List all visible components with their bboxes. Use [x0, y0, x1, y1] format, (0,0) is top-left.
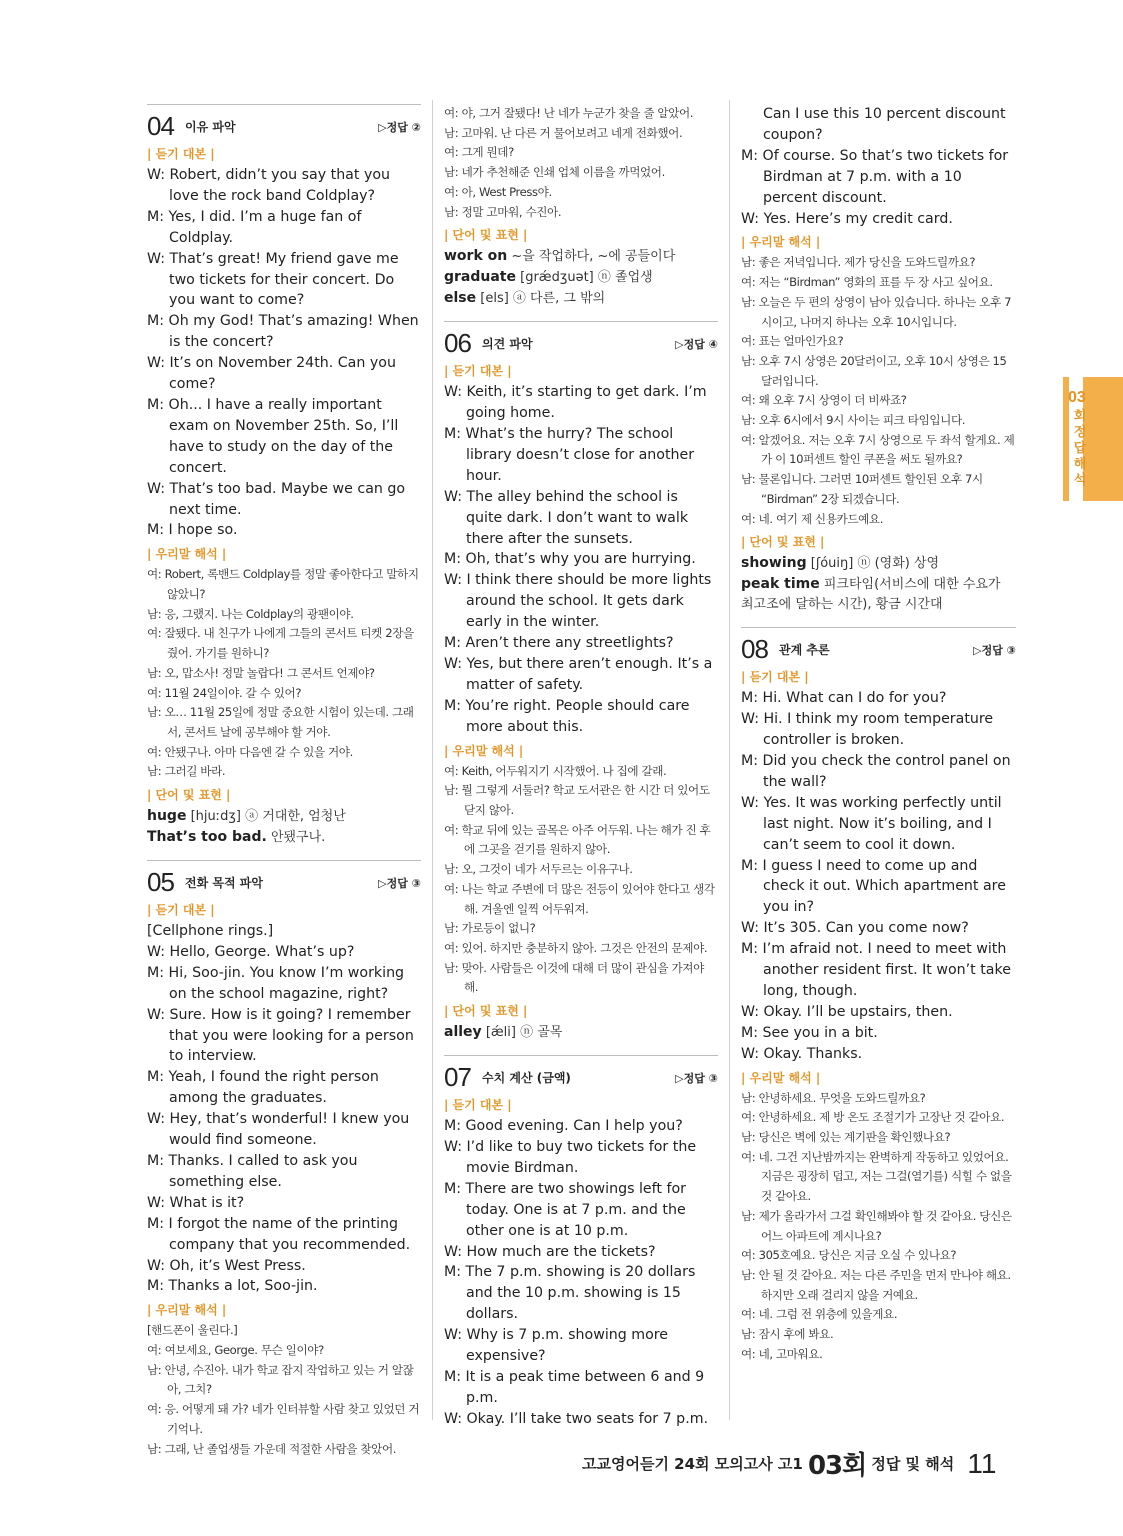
section-title: 이유 파악	[185, 120, 236, 134]
translation-line: 남: 가로등이 없니?	[444, 921, 536, 936]
vocab-item	[444, 267, 718, 288]
vocab-label: | 단어 및 표현 |	[444, 228, 528, 243]
script-line: M: The 7 p.m. showing is 20 dollars and the 10 p.m. showing is 15 dollars.	[444, 1264, 696, 1323]
script-line: W: Oh, it’s West Press.	[147, 1257, 306, 1274]
vocab-word: showing	[741, 555, 807, 572]
translation-line: 남: 제가 올라가서 그걸 확인해봐야 할 것 같아요. 당신은 어느 아파트에 계시나요?	[741, 1208, 1012, 1243]
translation-line: 남: 네가 추천해준 인쇄 업체 이름을 까먹었어.	[444, 165, 665, 180]
vocab-meaning: 안됐구나.	[270, 830, 326, 846]
translation-line: 여: 11월 24일이야. 갈 수 있어?	[147, 685, 302, 700]
section-title: 의견 파악	[482, 337, 533, 352]
translation-06	[444, 762, 718, 998]
footer-suffix: 정답 및 해석	[871, 1455, 955, 1473]
vocab-label: | 단어 및 표현 |	[444, 1004, 528, 1019]
translation-line: 여: 네. 그럼 전 위층에 있을게요.	[741, 1307, 898, 1322]
section-number: 05	[147, 867, 174, 898]
translation-line: 남: 맞아. 사람들은 이것에 대해 더 많이 관심을 가져야 해.	[444, 960, 704, 995]
translation-line: 여: 그게 뭔데?	[444, 145, 514, 160]
section-title: 관계 추론	[779, 643, 830, 658]
script-line: M: Hi, Soo-jin. You know I’m working on the school magazine, right?	[147, 964, 405, 1002]
vocab-word: graduate	[444, 269, 516, 286]
translation-label: | 우리말 해석 |	[444, 743, 524, 758]
side-tab-char: 답	[1073, 441, 1087, 456]
section-number: 07	[444, 1062, 471, 1093]
script-line: M: Oh my God! That’s amazing! When is the concert?	[147, 313, 419, 351]
section-06-header	[444, 321, 718, 358]
section-number: 06	[444, 328, 471, 359]
translation-04	[147, 565, 421, 782]
translation-line: 여: 저는 “Birdman” 영화의 표를 두 장 사고 싶어요.	[741, 275, 993, 290]
script-line: W: Hi. I think my room temperature controller is broken.	[741, 711, 994, 749]
vocab-word: alley	[444, 1024, 482, 1041]
script-05	[147, 921, 421, 1297]
vocab-item	[741, 553, 1016, 574]
translation-line: 남: 잠시 후에 봐요.	[741, 1327, 834, 1342]
translation-line: 남: 오후 6시에서 9시 사이는 피크 타임입니다.	[741, 413, 966, 428]
translation-line: 남: 안 될 것 같아요. 저는 다른 주민을 먼저 만나야 해요. 하지만 오래 걸리지 않을 거예요.	[741, 1267, 1011, 1302]
footer-title: 고교영어듣기 24회 모의고사 고1	[582, 1455, 803, 1473]
script-label: | 듣기 대본 |	[444, 364, 512, 379]
vocab-word: huge	[147, 808, 187, 825]
translation-line: 남: 물론입니다. 그러면 10퍼센트 할인된 오후 7시 “Birdman” 2장 되겠습니다.	[741, 472, 983, 506]
vocab-label: | 단어 및 표현 |	[741, 535, 825, 550]
section-05-header	[147, 860, 421, 897]
script-line: W: I think there should be more lights around the school. It gets dark early in the winter.	[444, 572, 712, 631]
translation-line: 남: 안녕, 수진아. 내가 학교 잡지 작업하고 있는 거 알잖아, 그치?	[147, 1362, 414, 1397]
answer-label: ▷정답 ③	[973, 644, 1016, 658]
script-line: M: Aren’t there any streetlights?	[444, 635, 674, 652]
translation-line: 여: 안됐구나. 아마 다음엔 갈 수 있을 거야.	[147, 744, 353, 759]
translation-line: 남: 그래, 난 졸업생들 가운데 적절한 사람을 찾았어.	[147, 1441, 397, 1456]
script-line: M: Oh, that’s why you are hurrying.	[444, 551, 696, 568]
section-title: 전화 목적 파악	[185, 876, 263, 891]
script-line: M: I’m afraid not. I need to meet with another resident first. It won’t take long, though.	[741, 941, 1011, 999]
vocab-word: peak time	[741, 576, 820, 593]
script-line: M: I forgot the name of the printing company that you recommended.	[147, 1215, 411, 1253]
section-08-header	[741, 627, 1016, 664]
translation-line: [핸드폰이 울린다.]	[147, 1323, 238, 1338]
side-tab-number: 03	[1068, 389, 1086, 406]
translation-line: 여: 아, West Press야.	[444, 184, 552, 199]
answer-label: ▷정답 ②	[378, 121, 421, 134]
script-line: W: Okay. I’ll be upstairs, then.	[741, 1003, 953, 1020]
script-04	[147, 165, 421, 541]
side-tab-char: 정	[1073, 425, 1087, 440]
script-line: W: Okay. I’ll take two seats for 7 p.m.	[444, 1410, 709, 1427]
footer-round-number: 03회	[807, 1451, 867, 1481]
column-1	[147, 98, 421, 1459]
script-line: M: Thanks a lot, Soo-jin.	[147, 1278, 318, 1295]
translation-05-cont	[444, 104, 718, 222]
column-divider	[432, 100, 433, 1420]
vocab-label: | 단어 및 표현 |	[147, 788, 231, 803]
translation-line: 여: 알겠어요. 저는 오후 7시 상영으로 두 좌석 할게요. 제가 이 10퍼센트 할인 쿠폰을 써도 될까요?	[741, 432, 1015, 467]
script-line: M: Oh... I have a really important exam on November 25th. So, I’ll have to study on the day of the concert.	[147, 396, 399, 476]
vocab-meaning: [hjuːdʒ] ⓐ 거대한, 엄청난	[190, 809, 346, 825]
script-line: M: You’re right. People should care more about this.	[444, 697, 690, 735]
translation-07	[741, 253, 1016, 529]
script-label: | 듣기 대본 |	[741, 670, 809, 685]
side-tab-char: 회	[1073, 409, 1087, 424]
script-line: W: Sure. How is it going? I remember that you were looking for a person to interview.	[147, 1006, 414, 1065]
section-number: 04	[147, 111, 174, 141]
script-line: M: I hope so.	[147, 522, 238, 539]
answer-label: ▷정답 ③	[675, 1072, 718, 1086]
translation-line: 여: 네. 그건 지난밤까지는 완벽하게 작동하고 있었어요. 지금은 굉장히 덥고, 저는 그걸(열기를) 식힐 수 없을 것 같아요.	[741, 1149, 1012, 1204]
script-line: M: Good evening. Can I help you?	[444, 1118, 683, 1135]
column-3	[741, 104, 1016, 1364]
script-line: M: Yes, I did. I’m a huge fan of Coldplay.	[147, 208, 362, 246]
script-line: W: Yes. Here’s my credit card.	[741, 210, 953, 227]
script-line: W: I’d like to buy two tickets for the movie Birdman.	[444, 1138, 697, 1176]
chapter-side-tab	[1063, 377, 1123, 501]
script-line: W: The alley behind the school is quite dark. I don’t want to walk there after the sunsets.	[444, 488, 689, 547]
page-number: 11	[967, 1447, 997, 1479]
script-line: W: What is it?	[147, 1194, 245, 1211]
vocab-meaning: [grǽdʒuət] ⓝ 졸업생	[520, 270, 653, 286]
translation-line: 여: 야, 그거 잘됐다! 난 네가 누군가 찾을 줄 알았어.	[444, 106, 694, 120]
translation-line: 남: 정말 고마워, 수진아.	[444, 204, 562, 219]
vocab-item	[444, 246, 718, 267]
script-line: W: Why is 7 p.m. showing more expensive?	[444, 1327, 669, 1365]
script-line: M: I guess I need to come up and check it out. Which apartment are you in?	[741, 857, 1006, 916]
script-06	[444, 382, 718, 737]
script-07	[444, 1116, 718, 1430]
side-tab-char: 석	[1073, 473, 1087, 488]
script-line: W: It’s on November 24th. Can you come?	[147, 355, 396, 393]
vocab-item	[444, 1022, 718, 1043]
script-label: | 듣기 대본 |	[147, 147, 215, 161]
script-line: W: Okay. Thanks.	[741, 1045, 863, 1062]
script-line: M: What’s the hurry? The school library doesn’t close for another hour.	[444, 426, 695, 484]
side-tab-char: 해	[1073, 457, 1087, 472]
script-line: M: There are two showings left for today. One is at 7 p.m. and the other one is at 10 p.m.	[444, 1180, 686, 1239]
translation-line: 여: Keith, 어두워지기 시작했어. 나 집에 갈래.	[444, 763, 667, 778]
script-line: W: Robert, didn’t you say that you love the rock band Coldplay?	[147, 167, 391, 204]
side-tab-label	[1073, 409, 1087, 489]
translation-line: 여: 잘됐다. 내 친구가 나에게 그들의 콘서트 티켓 2장을 줬어. 가기를 원하니?	[147, 626, 414, 661]
section-title: 수치 계산 (금액)	[482, 1071, 571, 1086]
translation-line: 남: 당신은 벽에 있는 계기판을 확인했나요?	[741, 1130, 951, 1144]
script-line: M: Hi. What can I do for you?	[741, 690, 947, 707]
script-line: W: That’s great! My friend gave me two tickets for their concert. Do you want to come?	[147, 250, 399, 309]
translation-line: 남: 좋은 저녁입니다. 제가 당신을 도와드릴까요?	[741, 255, 976, 270]
translation-line: 남: 오, 그것이 네가 서두르는 이유구나.	[444, 862, 633, 877]
translation-05	[147, 1321, 421, 1459]
script-line: M: It is a peak time between 6 and 9 p.m.	[444, 1368, 705, 1406]
translation-line: 여: 왜 오후 7시 상영이 더 비싸죠?	[741, 393, 907, 408]
script-line: W: Yes. It was working perfectly until last night. Now it’s boiling, and I can’t seem to cool it down.	[741, 794, 1002, 853]
script-label: | 듣기 대본 |	[147, 903, 215, 918]
translation-line: 여: 학교 뒤에 있는 골목은 아주 어두워. 나는 해가 진 후에 그곳을 걷기를 원하지 않아.	[444, 822, 711, 857]
script-line: W: Hey, that’s wonderful! I knew you would find someone.	[147, 1111, 410, 1149]
translation-line: 여: 네. 여기 제 신용카드예요.	[741, 511, 884, 526]
section-07-header	[444, 1055, 718, 1092]
vocab-meaning: [ǽli] ⓝ 골목	[485, 1025, 563, 1041]
translation-line: 남: 그러길 바라.	[147, 764, 226, 779]
vocab-meaning: ~을 작업하다, ~에 공들이다	[511, 249, 676, 265]
vocab-word: work on	[444, 248, 508, 265]
translation-line: 남: 고마워. 난 다른 거 물어보려고 네게 전화했어.	[444, 125, 683, 140]
translation-line: 여: 여보세요, George. 무슨 일이야?	[147, 1343, 324, 1358]
translation-line: 여: 305호예요. 당신은 지금 오실 수 있나요?	[741, 1248, 957, 1263]
script-label: | 듣기 대본 |	[444, 1098, 512, 1113]
vocab-word: That’s too bad.	[147, 829, 267, 846]
vocab-meaning: 피크타임(서비스에 대한 수요가 최고조에 달하는 시간), 황금 시간대	[741, 577, 1001, 613]
translation-line: 여: 나는 학교 주변에 더 많은 전등이 있어야 한다고 생각해. 겨울엔 일찍 어두워져.	[444, 881, 715, 916]
script-line: W: It’s 305. Can you come now?	[741, 920, 969, 937]
section-04-header	[147, 104, 421, 141]
translation-line: 여: 응. 어떻게 돼 가? 네가 인터뷰할 사람 찾고 있었던 거 기억나.	[147, 1402, 420, 1436]
script-line: W: Yes, but there aren’t enough. It’s a matter of safety.	[444, 656, 713, 693]
script-line: W: That’s too bad. Maybe we can go next time.	[147, 480, 406, 518]
translation-label: | 우리말 해석 |	[741, 235, 821, 250]
translation-line: 여: 안녕하세요. 제 방 온도 조절기가 고장난 것 같아요.	[741, 1110, 1005, 1125]
answer-label: ▷정답 ③	[378, 877, 421, 891]
column-divider	[729, 100, 730, 1420]
translation-line: 남: 안녕하세요. 무엇을 도와드릴까요?	[741, 1090, 926, 1105]
vocab-word: else	[444, 290, 477, 307]
script-07-cont	[741, 104, 1016, 229]
translation-line: 남: 오후 7시 상영은 20달러이고, 오후 10시 상영은 15달러입니다.	[741, 353, 1007, 388]
vocab-item	[741, 574, 1016, 615]
script-line: M: Yeah, I found the right person among the graduates.	[147, 1069, 379, 1107]
script-08	[741, 688, 1016, 1064]
translation-line: 여: 있어. 하지만 충분하지 않아. 그것은 안전의 문제야.	[444, 940, 708, 955]
translation-line: 남: 응, 그랬지. 나는 Coldplay의 광팬이야.	[147, 606, 354, 621]
script-line: W: Hello, George. What’s up?	[147, 943, 355, 960]
translation-08	[741, 1089, 1016, 1365]
translation-line: 여: 네, 고마워요.	[741, 1346, 823, 1361]
translation-line: 여: Robert, 록밴드 Coldplay를 정말 좋아한다고 말하지 않았니?	[147, 567, 419, 602]
vocab-item	[147, 827, 421, 848]
translation-line: 남: 오, 맙소사! 정말 놀랍다! 그 콘서트 언제야?	[147, 665, 375, 680]
translation-label: | 우리말 해석 |	[147, 1303, 227, 1318]
script-line: M: Of course. So that’s two tickets for Birdman at 7 p.m. with a 10 percent discount.	[741, 147, 1009, 206]
script-line: W: How much are the tickets?	[444, 1243, 656, 1260]
script-line: [Cellphone rings.]	[147, 923, 274, 940]
vocab-item	[147, 806, 421, 827]
translation-line: 남: 오… 11월 25일에 정말 중요한 시험이 있는데. 그래서, 콘서트 날에 공부해야 할 거야.	[147, 705, 414, 739]
column-2	[444, 104, 718, 1430]
answer-label: ▷정답 ④	[675, 338, 718, 352]
translation-line: 남: 오늘은 두 편의 상영이 남아 있습니다. 하나는 오후 7시이고, 나머지 하나는 오후 10시입니다.	[741, 294, 1012, 329]
script-line: M: Thanks. I called to ask you something else.	[147, 1153, 358, 1190]
script-line: M: See you in a bit.	[741, 1024, 878, 1041]
page-footer	[582, 1445, 1012, 1481]
translation-line: 남: 뭘 그렇게 서둘러? 학교 도서관은 한 시간 더 있어도 닫지 않아.	[444, 783, 710, 818]
script-line: Can I use this 10 percent discount coupon?	[763, 106, 1006, 143]
translation-line: 여: 표는 얼마인가요?	[741, 334, 844, 349]
translation-label: | 우리말 해석 |	[147, 547, 227, 562]
vocab-meaning: [els] ⓐ 다른, 그 밖의	[480, 291, 606, 307]
section-number: 08	[741, 634, 768, 665]
script-line: W: Keith, it’s starting to get dark. I’m going home.	[444, 384, 707, 422]
translation-label: | 우리말 해석 |	[741, 1070, 821, 1085]
script-line: M: Did you check the control panel on the wall?	[741, 753, 1011, 790]
vocab-item	[444, 288, 718, 309]
vocab-meaning: [ʃóuiŋ] ⓝ (영화) 상영	[810, 556, 940, 572]
